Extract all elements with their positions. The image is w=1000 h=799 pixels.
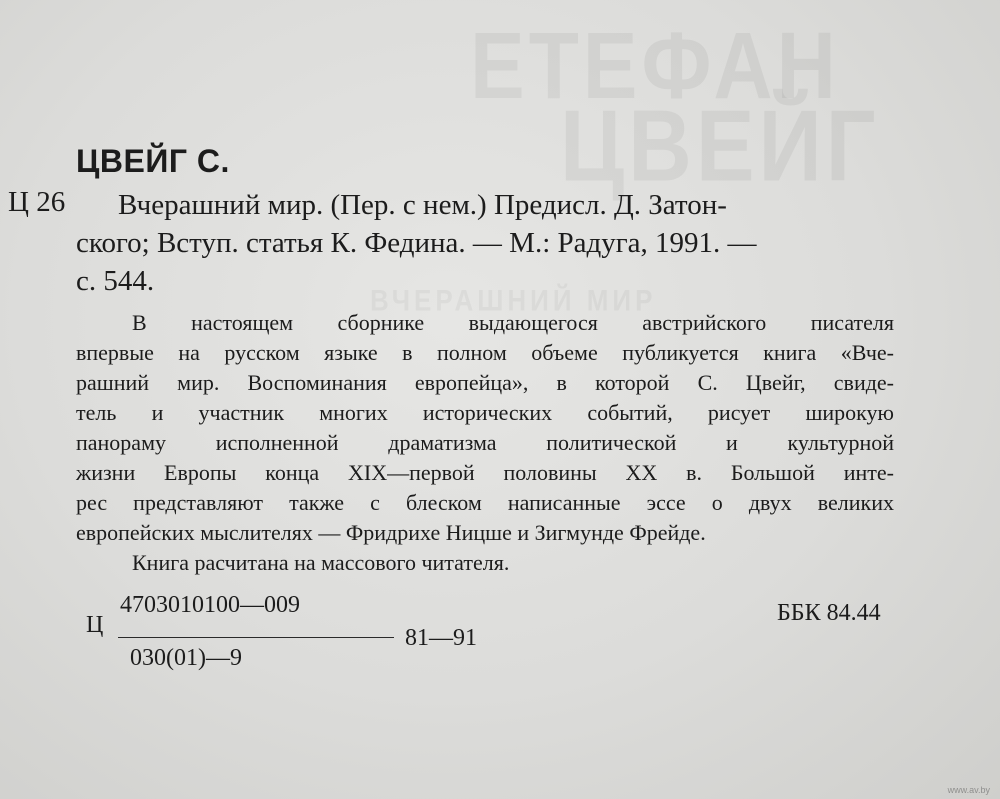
- abstract-line: тель и участник многих исторических событий, рисует широкую: [76, 400, 894, 425]
- author-heading: ЦВЕЙГ С.: [76, 143, 230, 179]
- abstract-line: панораму исполненной драматизма политической и культурной: [76, 430, 894, 455]
- abstract-line: рес представляют также с блеском написанные эссе о двух великих: [76, 490, 894, 515]
- source-watermark: www.av.by: [947, 785, 990, 795]
- audience-note: Книга расчитана на массового читателя.: [132, 550, 510, 575]
- biblio-line: с. 544.: [76, 265, 155, 297]
- index-series: 81—91: [405, 625, 477, 651]
- abstract-line: жизни Европы конца XIX—первой половины XX в. Большой инте-: [76, 460, 894, 485]
- bleed-through-text: ВЧЕРАШНИЙ МИР: [370, 282, 657, 318]
- biblio-line: Вчерашний мир. (Пер. с нем.) Предисл. Д. Затон-: [118, 189, 727, 221]
- fraction-bar: [118, 637, 394, 638]
- bleed-through-text: ЕТЕФАН: [470, 14, 840, 119]
- abstract-line: впервые на русском языке в полном объеме публикуется книга «Вче-: [76, 340, 894, 365]
- index-letter: Ц: [86, 612, 104, 638]
- abstract-line: В настоящем сборнике выдающегося австрийского писателя: [132, 310, 894, 335]
- biblio-line: ского; Вступ. статья К. Федина. — М.: Радуга, 1991. —: [76, 227, 757, 259]
- bibliographic-description: [76, 186, 906, 300]
- bleed-through-text: ЦВЕЙГ: [560, 88, 880, 203]
- catalog-code: Ц 26: [8, 186, 66, 218]
- bbk-classification: ББК 84.44: [777, 600, 881, 626]
- index-numerator: 4703010100—009: [120, 592, 300, 618]
- abstract-paragraph: [76, 308, 894, 578]
- index-denominator: 030(01)—9: [130, 645, 242, 671]
- abstract-line: европейских мыслителях — Фридрихе Ницше и Зигмунде Фрейде.: [76, 520, 706, 545]
- abstract-line: рашний мир. Воспоминания европейца», в которой С. Цвейг, свиде-: [76, 370, 894, 395]
